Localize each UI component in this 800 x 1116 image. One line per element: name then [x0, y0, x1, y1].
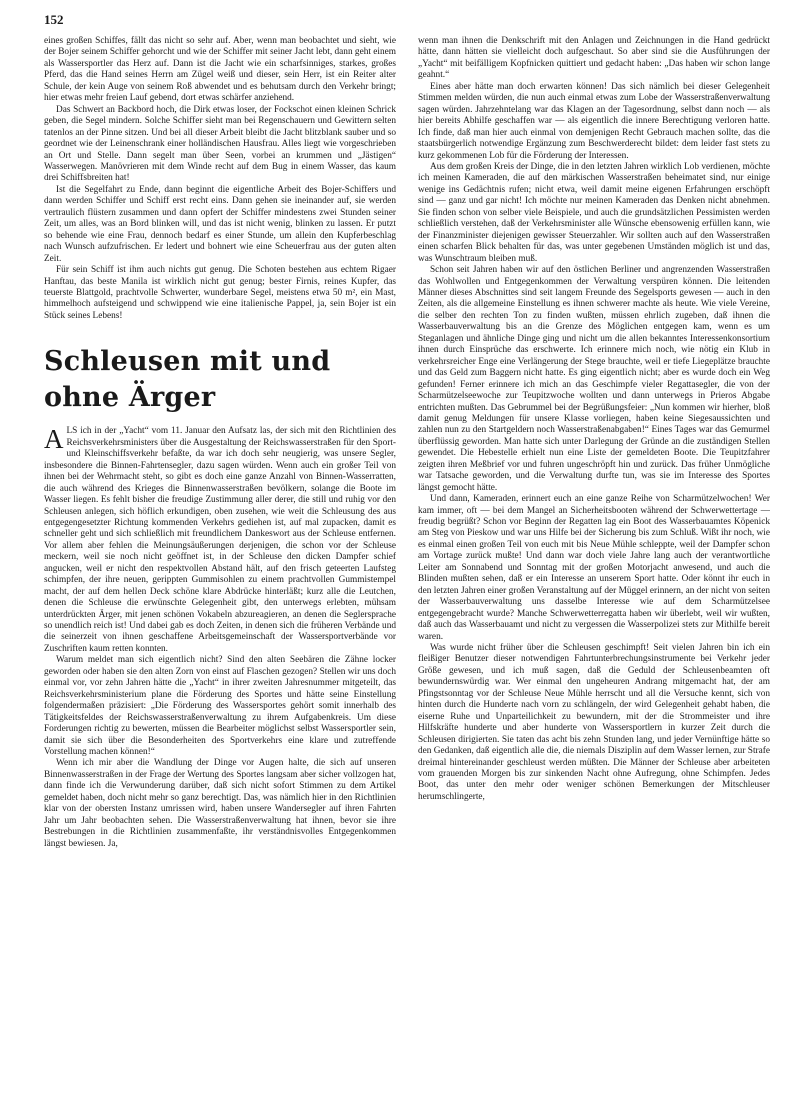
- paragraph: Schon seit Jahren haben wir auf den östlichen Berliner und angrenzenden Wasserstraßen das Wohlwollen und Entgegenkommen der Verwaltung verspüren können. Die leitenden Männer dieses Abschnittes sind seit langem Freunde des Segelsports gewesen — auch in den Zeiten, als die allgemeine Einstellung es ihnen schwerer machte als heute. Wie viele Vereine, die selber den rechten Ton zu finden wußten, müssen ehrlich zugeben, daß ihnen die Wasserbauverwaltung bis an die Grenze des Möglichen entgegen kam, wenn es um Steganlagen und ähnliche Dinge ging und nicht um die allen bekanntes Interessenkonsortium ihnen durch Einsprüche das erschwerte. Ich erinnere mich noch, wie nötig ein Klub in verkehrsreicher Enge eine Verlängerung der Stege brauchte, weil er tiefe Liegeplätze brauchte und das Geld zum Baggern nicht hatte. Es ging eigentlich nicht; aber es wurde doch ein Weg gefunden! Ferner erinnere ich mich an das Geschimpfe vieler Regattasegler, die von der Scharmützelseewoche zur Teupitzwoche wollten und dann unterwegs in Prieros Abgabe entrichten mußten. Das Gebrummel bei der Begrüßungsfeier: „Nun kommen wir hierher, bloß damit genug Meldungen für unsere Klasse vorliegen, haben keine Siegesaussichten und zahlen nun zu den Startgeldern noch Wasserstraßenabgaben!“ Eines Tages war das Gemurmel überflüssig geworden. Man hatte sich unter Darlegung der Gründe an die zuständigen Stellen gewendet. Die Hebestelle erhielt nun eine Liste der gemeldeten Boote. Die Teupitzfahrer zeigten ihren Meßbrief vor und fuhren ungeschröpft hin und zurück. Das früher Unmögliche war Tatsache geworden, und die Verwaltung durfte tun, was sie im Interesse des Sportes längst gemocht hätte.: [418, 265, 770, 493]
- article-heading: Schleusen mit und ohne Ärger: [44, 346, 331, 414]
- paragraph: eines großen Schiffes, fällt das nicht so sehr auf. Aber, wenn man beobachtet und sieht, wie der Bojer seinem Schiffer gehorcht und wie der Schiffer mit seiner Jacht lebt, dann geht einem als Wassersportler das Herz auf. Dann ist die Jacht wie ein scharfsinniges, starkes, großes Pferd, das die Hand seines Herrn am Zügel weiß und dieser, sein Herr, ist ein Reiter alter Schule, der kein Auge von seinem Roß abwendet und es behutsam durch den Verkehr bringt; hier etwas mehr freien Lauf gebend, dort etwas schärfer anziehend.: [44, 36, 396, 104]
- page-number: 152: [44, 12, 64, 27]
- paragraph: Und dann, Kameraden, erinnert euch an eine ganze Reihe von Scharmützelwochen! Wer kam immer, oft — bei dem Mangel an Sicherheitsbooten während der Schwerwettertage — freudig begrüßt? Schon vor Beginn der Regatten lag ein Boot des Wasserbauamtes Köpenick am Steg von Pieskow und war uns Hilfe bei der Sicherung bis zum Schluß. Wißt ihr noch, wie es einmal einen großen Teil von euch mit bis Neue Mühle schleppte, weil der Dampfer schon am Vortage zurück mußte! Und dann war doch viele Jahre lang auch der verantwortliche Leiter am Sonnabend und Sonntag mit der großen Motorjacht anwesend, und auch die Blinden mußten sehen, daß er ein Interesse an unserem Sport hatte. Oder könnt ihr euch in den letzten Jahren einer großen Veranstaltung auf der Müggel erinnern, an der nicht von seiten der Wasserbauverwaltung uns dasselbe Interesse wie auf dem Scharmützelsee entgegengebracht wurde? Manche Schwerwetterregatta haben wir überlebt, weil wir wußten, daß auch das Wasserbauamt und nicht zu vergessen die Wasserpolizei stets zur Mithilfe bereit waren.: [418, 494, 770, 642]
- paragraph: Warum meldet man sich eigentlich nicht? Sind den alten Seebären die Zähne locker geworden oder haben sie den alten Zorn von einst auf Flaschen gezogen? Stellen wir uns doch einmal vor, vor zehn Jahren hätte die „Yacht“ in ihrer zweiten Jahresnummer mitgeteilt, das Reichsverkehrsministerium plane die Förderung des Sportes und hätte seine Einstellung folgendermaßen präzisiert: „Die Förderung des Wassersportes gehört somit innerhalb des Tätigkeitsfeldes der Reichswasserstraßenverwaltung zu ihrem Aufgabenkreis. Um diese Forderungen richtig zu bewerten, müssen die Bearbeiter möglichst selbst Wassersportler sein, damit sie sich über die Besonderheiten des Sportverkehrs eine klare und zutreffende Vorstellung machen können!“: [44, 655, 396, 758]
- right-column: [418, 36, 770, 1108]
- paragraph: Aus dem großen Kreis der Dinge, die in den letzten Jahren wirklich Lob verdienen, möchte ich meinen Kameraden, die auf den märkischen Wasserstraßen beheimatet sind, nur einige wenige ins Gedächtnis rufen; nicht etwa, weil damit meine eigenen Erfahrungen erschöpft sind — ganz und gar nicht! Ich möchte nur meinen Kameraden das Denken nicht abnehmen. Sie finden schon von selber viele Beispiele, und auch die grundsätzlichen Pessimisten werden schließlich verstehen, daß der Verkehrsminister alle Wünsche ebensowenig erfüllen kann, wie der Finanzminister diejenigen gewisser Steuerzahler. Wir sollten auch auf den Wasserstraßen einen scharfen Blick behalten für das, was unter gegebenen Umständen möglich ist und das, was Wunschtraum bleiben muß.: [418, 161, 770, 264]
- paragraph: Eines aber hätte man doch erwarten können! Das sich nämlich bei dieser Gelegenheit Stimmen melden würden, die nun auch einmal etwas zum Lobe der Wasserstraßenverwaltung sagen würden. Jahrzehntelang war das Klagen an der Tagesordnung, selbst dann noch — als hier bereits Abhilfe geschaffen war — als eigentlich die innere Berechtigung verloren hatte. Ich finde, daß man hier auch einmal von demjenigen Recht Gebrauch machen sollte, das die staatsbürgerlich notwendige Ergänzung zum Beschwerderecht bildet: dem leider fast stets zu kurz gekommenen Lob für die Förderung der Interessen.: [418, 81, 770, 161]
- drop-cap: A: [44, 424, 64, 455]
- paragraph: Was wurde nicht früher über die Schleusen geschimpft! Seit vielen Jahren bin ich ein fleißiger Benutzer dieser notwendigen Fahrtunterbrechungsinstrumente bei Verkehr jeder Größe gewesen, und ich muß sagen, daß die Geduld der Schleusenbeamten oft bewundernswürdig war. Wer einmal den ungeheuren Andrang mitgemacht hat, der am Pfingstsonntag vor der Schleuse Neue Mühle herrscht und all die Versuche kennt, sich von hinten durch die Hunderte nach vorn zu schlängeln, der wird Gelegenheit gehabt haben, die eiserne Ruhe und Unparteilichkeit zu bewundern, mit der die Strommeister und ihre Hilfskräfte hunderte und aber hunderte von Wassersportlern in kurzer Zeit durch die Schleusen dirigierten. Sie taten das acht bis zehn Stunden lang, und jeder Vernünftige hätte so den Gedanken, daß eigentlich alle die, die niemals Disziplin auf dem Wasser lernen, zur Strafe dreimal hintereinander geschleust werden müßten. Die Männer der Schleuse aber arbeiteten vom grauenden Morgen bis zur sinkenden Nacht ohne Aufregung, ohne Schimpfen. Jedes Boot, das unter den mehr oder weniger schönen Bemerkungen der Mitschleuser herumschlingerte,: [418, 643, 770, 802]
- paragraph: Für sein Schiff ist ihm auch nichts gut genug. Die Schoten bestehen aus echtem Rigaer Hanftau, das beste Manila ist wirklich nicht gut genug; bester Firnis, reines Kupfer, das teuerste Blattgold, prachtvolle Schwerter, wunderbare Segel, meistens etwa 50 m², ein Mast, himmelhoch aufsteigend und schwippend wie eine italienische Pappel, ja, sein Bojer ist ein Stück seines Lebens!: [44, 265, 396, 321]
- paragraph: Das Schwert an Backbord hoch, die Dirk etwas loser, der Fockschot einen kleinen Schrick geben, die Segel mindern. Solche Schiffer sieht man bei Regenschauern und Gewittern selten tatenlos an der Pinne sitzen. Und bei all dieser Arbeit bleibt die Jacht blitzblank sauber und so geordnet wie der Leinenschrank einer holländischen Hausfrau. Alles liegt wie vorgeschrieben an Ort und Stelle. Dann segelt man über Seen, vorbei an krummen und „Jästigen“ Wasserwegen. Manövrieren mit dem Winde recht auf dem Bug in einem Wasser, das kaum drei Schiffsbreiten hat!: [44, 104, 396, 184]
- article-first-paragraph: [44, 426, 396, 655]
- paragraph-text: LS ich in der „Yacht“ vom 11. Januar den Aufsatz las, der sich mit den Richtlinien des Reichsverkehrsministers über die Ausgestaltung der Reichswasserstraßen für den Sport- und Kleinschiffsverkehr befaßte, da war ich doch sehr neugierig, was unsere Segler, insbesondere die Binnen-Fahrtensegler, dazu sagen würden. Wenn auch ein großer Teil von ihnen bei der Wehrmacht steht, so gibt es doch eine ganze Anzahl von Binnen-Wasserratten, die auch während des Krieges die Binnenwasserstraßen bevölkern, solange die Boote im Wasser liegen. Es fehlt bisher die freudige Zustimmung aller derer, die still und ruhig vor den Schleusen anlegen, sich höflich erkundigen, oben zusehen, wie weit die Schleusung des aus entgegengesetzter Richtung kommenden Verkehrs gediehen ist, auf mal zupacken, damit es schneller geht und sich schließlich mit freundlichem Dankeswort aus der Schleuse entfernen. Vor allem aber fehlen die Meinungsäußerungen derjenigen, die schon vor der Schleuse meckern, weil sie noch nicht geöffnet ist, in der Schleuse den dicken Dampfer schief angucken, weil er nicht den respektvollen Abstand hält, auf den frisch geteerten Laufsteg schimpfen, der ihre neuen, gerippten Gummisohlen zu einem prachtvollen Gummistempel macht, der auf dem hellen Deck schöne klare Abdrücke hinterläßt; kurz alle die Leutchen, denen die Schleuse die erwünschte Gelegenheit gibt, den unterwegs erlebten, mühsam unterdrückten Ärger, mit jenen schönen Vokabeln abzureagieren, an denen die Seglersprache so unendlich reich ist! Und dabei gab es doch Zeiten, in denen sich die früheren Verbände und die seinerzeit von ihnen geschaffene Arbeitsgemeinschaft der Wassersportverbände vor Zuschriften kaum retten konnten.: [44, 426, 396, 654]
- paragraph: Wenn ich mir aber die Wandlung der Dinge vor Augen halte, die sich auf unseren Binnenwasserstraßen in der Frage der Wertung des Sportes langsam aber sicher vollzogen hat, dann finde ich die Verwunderung darüber, daß sich nicht sofort Stimmen zu dem Artikel gemeldet haben, doch nicht mehr so ganz berechtigt. Das, was nämlich hier in den Richtlinien klar von der obersten Instanz umrissen wird, haben unsere Wandersegler auf ihren Fahrten Jahr um Jahr beobachten sehen. Die Wasserstraßenverwaltung hat ihnen, bevor sie ihre Bestrebungen in die Richtlinien zusammenfaßte, ihr verständnisvolles Entgegenkommen längst bewiesen. Ja,: [44, 758, 396, 849]
- left-column: [44, 36, 396, 1108]
- paragraph: wenn man ihnen die Denkschrift mit den Anlagen und Zeichnungen in die Hand gedrückt hätte, dann hätten sie vielleicht doch aufgeschaut. So aber sind sie die Ausführungen der „Yacht“ mit beifälligem Kopfnicken quittiert und gedacht haben: „Das haben wir schon lange geahnt.“: [418, 36, 770, 81]
- paragraph: Ist die Segelfahrt zu Ende, dann beginnt die eigentliche Arbeit des Bojer-Schiffers und dann werden Schiffer und Schiff erst recht eins. Dann gehen sie ineinander auf, sie werden vertraulich flüstern zusammen und dann opfert der Schiffer mindestens zwei Stunden seiner Zeit, um alles, was an Bord blinken will, und das ist nicht wenig, blinken zu lassen. Er putzt so behende wie eine Frau, dennoch bedarf es einer Stunde, um allein den Kupferbeschlag nach Wunsch aufzufrischen. Er ledert und bohnert wie eine Scheuerfrau aus der guten alten Zeit.: [44, 184, 396, 264]
